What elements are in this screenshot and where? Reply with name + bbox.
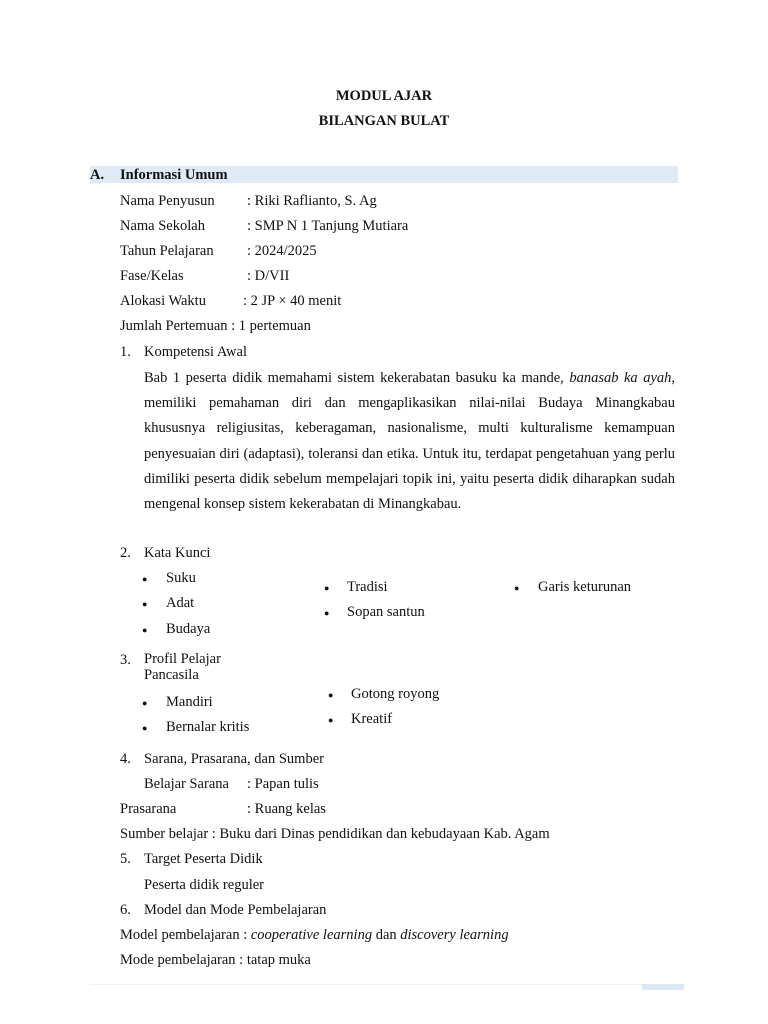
document-subtitle: BILANGAN BULAT <box>318 113 450 129</box>
bullet-icon: ● <box>142 574 148 584</box>
info-value-tahun: : 2024/2025 <box>247 243 317 259</box>
info-label-fase: Fase/Kelas <box>120 268 184 284</box>
bullet-icon: ● <box>142 723 148 733</box>
bullet-icon: ● <box>324 608 330 618</box>
info-value-sekolah: : SMP N 1 Tanjung Mutiara <box>247 218 409 234</box>
sarana-value: : Papan tulis <box>247 776 319 792</box>
bullet-icon: ● <box>142 625 148 635</box>
info-value-fase: : D/VII <box>247 268 290 284</box>
item-number-2: 2. <box>120 545 131 561</box>
profile-item: Bernalar kritis <box>166 719 250 735</box>
info-pertemuan: Jumlah Pertemuan : 1 pertemuan <box>120 318 311 334</box>
keyword-item: Sopan santun <box>347 604 425 620</box>
keyword-item: Tradisi <box>347 579 388 595</box>
model-discovery: discovery learning <box>400 927 509 943</box>
bullet-icon: ● <box>142 698 148 708</box>
paragraph-part-1: Bab 1 peserta didik memahami sistem kekerabatan basuku ka mande, <box>144 370 564 386</box>
paragraph-italic-phrase: banasab ka ayah <box>569 370 672 386</box>
profile-item: Gotong royong <box>351 686 440 702</box>
profile-item: Mandiri <box>166 694 213 710</box>
info-label-alokasi: Alokasi Waktu <box>120 293 206 309</box>
bullet-icon: ● <box>142 599 148 609</box>
info-value-penyusun: : Riki Raflianto, S. Ag <box>247 193 377 209</box>
model-label: Model pembelajaran : <box>120 927 251 943</box>
model-pembelajaran <box>120 926 509 944</box>
info-label-penyusun: Nama Penyusun <box>120 193 215 209</box>
prasarana-label: Prasarana <box>120 801 177 817</box>
sarana-label: Belajar Sarana <box>144 776 229 792</box>
item-number-5: 5. <box>120 851 131 867</box>
keyword-item: Adat <box>166 595 195 611</box>
item-title-target: Target Peserta Didik <box>144 851 263 867</box>
item-title-sarana: Sarana, Prasarana, dan Sumber <box>144 751 324 767</box>
info-value-alokasi: : 2 JP × 40 menit <box>243 293 342 309</box>
info-label-sekolah: Nama Sekolah <box>120 218 205 234</box>
keyword-item: Budaya <box>166 621 211 637</box>
bullet-icon: ● <box>328 690 334 700</box>
item-title-profil-line1: Profil Pelajar <box>144 651 221 667</box>
item-number-4: 4. <box>120 751 131 767</box>
target-value: Peserta didik reguler <box>144 877 264 893</box>
item-number-3: 3. <box>120 652 131 668</box>
mode-pembelajaran: Mode pembelajaran : tatap muka <box>120 952 311 968</box>
item-number-6: 6. <box>120 902 131 918</box>
model-cooperative: cooperative learning <box>250 927 373 943</box>
keyword-item: Suku <box>166 570 196 586</box>
info-label-tahun: Tahun Pelajaran <box>120 243 214 259</box>
sumber-belajar: Sumber belajar : Buku dari Dinas pendidikan dan kebudayaan Kab. Agam <box>120 826 550 842</box>
bullet-icon: ● <box>328 715 334 725</box>
document-title: MODUL AJAR <box>335 88 433 104</box>
profile-item: Kreatif <box>351 711 393 727</box>
footer-page-marker <box>642 984 684 990</box>
bullet-icon: ● <box>514 583 520 593</box>
paragraph-part-2: , memiliki pemahaman diri dan mengaplikasikan nilai-nilai Budaya Minangkabau khususnya religiusitas, keberagaman, nasionalisme, multi kulturalisme kemampuan penyesuaian diri (adaptasi), toleransi dan etika. Untuk itu, terdapat pengetahuan yang perlu dimiliki peserta didik sebelum mempelajari topik ini, yaitu peserta didik diharapkan sudah mengenal konsep sistem kekerabatan di Minangkabau. <box>144 370 676 513</box>
item-number-1: 1. <box>120 344 131 360</box>
keyword-item: Garis keturunan <box>538 579 632 595</box>
section-title: Informasi Umum <box>120 167 228 183</box>
kompetensi-awal-paragraph <box>144 366 675 517</box>
footer-divider <box>90 984 680 985</box>
item-title-profil-line2: Pancasila <box>144 667 199 683</box>
prasarana-value: : Ruang kelas <box>247 801 326 817</box>
section-letter: A. <box>90 167 105 183</box>
item-title-model: Model dan Mode Pembelajaran <box>144 902 327 918</box>
bullet-icon: ● <box>324 583 330 593</box>
item-title-kata-kunci: Kata Kunci <box>144 545 211 561</box>
model-and: dan <box>372 927 401 943</box>
item-title-kompetensi-awal: Kompetensi Awal <box>144 344 247 360</box>
